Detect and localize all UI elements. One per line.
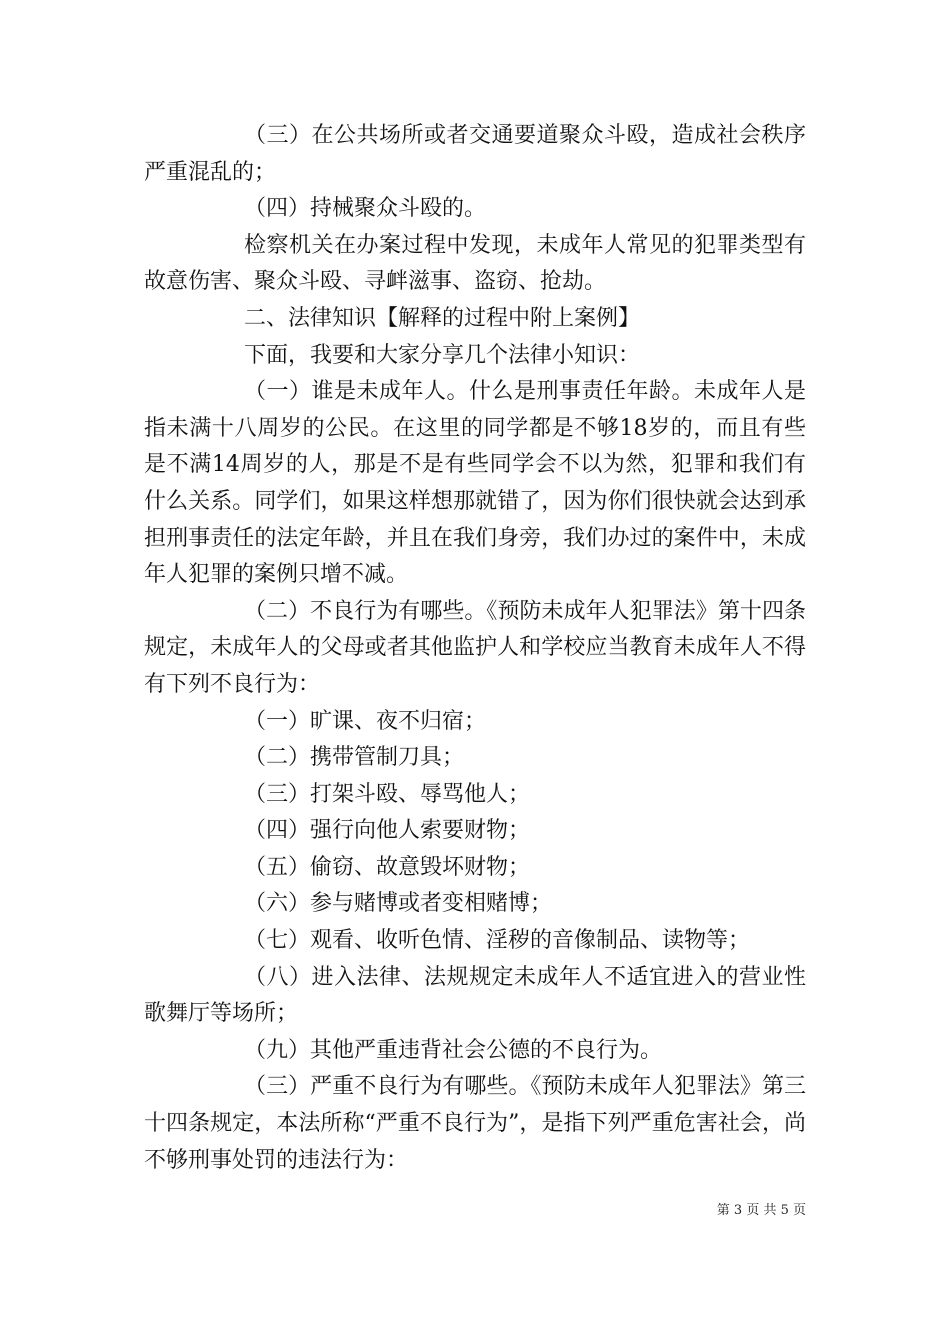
list-item: （二）携带管制刀具； [244, 745, 465, 771]
list-item: （四）强行向他人索要财物； [244, 818, 531, 844]
list-item: （一）旷课、夜不归宿； [244, 708, 487, 734]
document-body [144, 118, 806, 1179]
paragraph: （三）在公共场所或者交通要道聚众斗殴，造成社会秩序严重混乱的； [144, 123, 806, 185]
paragraph: （四）持械聚众斗殴的。 [244, 196, 487, 222]
paragraph: （三）严重不良行为有哪些。《预防未成年人犯罪法》第三十四条规定，本法所称“严重不良行为”，是指下列严重危害社会，尚不够刑事处罚的违法行为： [144, 1074, 806, 1173]
page-number: 第 3 页 共 5 页 [716, 1203, 806, 1218]
section-heading: 二、法律知识【解释的过程中附上案例】 [244, 305, 641, 331]
list-item: （六）参与赌博或者变相赌博； [244, 891, 553, 917]
list-item: （七）观看、收听色情、淫秽的音像制品、读物等； [244, 928, 751, 954]
list-item: （九）其他严重违背社会公德的不良行为。 [244, 1037, 663, 1063]
paragraph: （二）不良行为有哪些。《预防未成年人犯罪法》第十四条规定，未成年人的父母或者其他监护人和学校应当教育未成年人不得有下列不良行为： [144, 598, 806, 697]
list-item: （三）打架斗殴、辱骂他人； [244, 781, 531, 807]
paragraph: 下面，我要和大家分享几个法律小知识： [244, 342, 641, 368]
list-item: （八）进入法律、法规规定未成年人不适宜进入的营业性歌舞厅等场所； [144, 964, 806, 1027]
list-item: （五）偷窃、故意毁坏财物； [244, 854, 531, 880]
paragraph: 检察机关在办案过程中发现，未成年人常见的犯罪类型有故意伤害、聚众斗殴、寻衅滋事、盗窃、抢劫。 [144, 232, 806, 295]
paragraph: （一）谁是未成年人。什么是刑事责任年龄。未成年人是指未满十八周岁的公民。在这里的同学都是不够18岁的，而且有些是不满14周岁的人，那是不是有些同学会不以为然，犯罪和我们有什么关系。同学们，如果这样想那就错了，因为你们很快就会达到承担刑事责任的法定年龄，并且在我们身旁，我们办过的案件中，未成年人犯罪的案例只增不减。 [144, 379, 806, 588]
